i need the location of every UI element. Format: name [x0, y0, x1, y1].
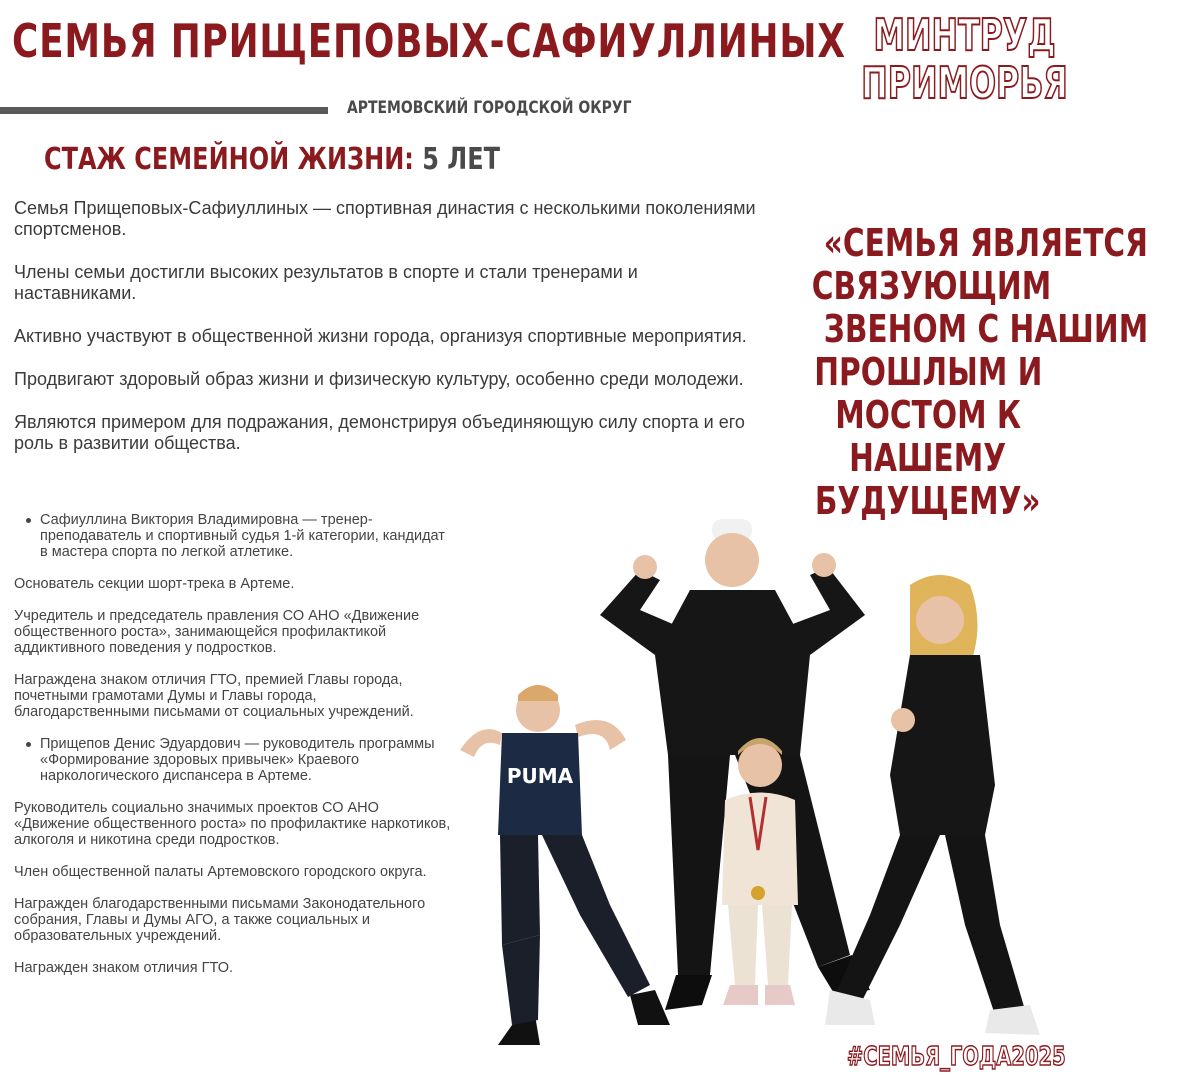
- family-quote: [778, 221, 1149, 523]
- detail-paragraph: Награжден знаком отличия ГТО.: [14, 960, 234, 976]
- marriage-duration-value: 5 ЛЕТ: [422, 142, 501, 177]
- description-paragraph: Члены семьи достигли высоких результатов в спорте и стали тренерами и наставниками.: [14, 262, 638, 303]
- hashtag: #СЕМЬЯ_ГОДА2025: [847, 1042, 1066, 1072]
- logo-line-2: ПРИМОРЬЯ: [861, 58, 1068, 109]
- logo-line-1: МИНТРУД: [873, 10, 1056, 61]
- quote-line: НАШЕМУ: [849, 436, 1007, 480]
- marriage-duration: [44, 142, 500, 177]
- district-label: АРТЕМОВСКИЙ ГОРОДСКОЙ ОКРУГ: [347, 98, 632, 118]
- description-paragraph: Семья Прищеповых-Сафиуллиных — спортивная династия с несколькими поколениями спортсменов.: [14, 198, 756, 239]
- header-divider: [0, 107, 328, 114]
- quote-line: ПРОШЛЫМ И: [813, 350, 1043, 394]
- detail-paragraph: Награждена знаком отличия ГТО, премией Главы города, почетными грамотами Думы и Главы города, благодарственными письмами от социальных учреждений.: [14, 672, 414, 720]
- boy-figure: [460, 685, 670, 1045]
- marriage-duration-label: СТАЖ СЕМЕЙНОЙ ЖИЗНИ:: [44, 142, 414, 177]
- family-photo: [440, 505, 1060, 1065]
- description-paragraph: Активно участвуют в общественной жизни города, организуя спортивные мероприятия.: [14, 326, 747, 346]
- detail-paragraph: Основатель секции шорт-трека в Артеме.: [14, 576, 295, 592]
- quote-line: СВЯЗУЮЩИМ: [811, 264, 1052, 308]
- family-description: [14, 198, 764, 476]
- detail-paragraph: Учредитель и председатель правления СО АНО «Движение общественного роста», занимающейся профилактикой аддиктивного поведения у подростков.: [14, 608, 420, 656]
- description-paragraph: Продвигают здоровый образ жизни и физическую культуру, особенно среди молодежи.: [14, 369, 744, 389]
- ministry-logo: [862, 12, 1068, 108]
- detail-paragraph: Награжден благодарственными письмами Законодательного собрания, Главы и Думы АГО, а также социальных и образовательных учреждений.: [14, 896, 426, 944]
- page-title: СЕМЬЯ ПРИЩЕПОВЫХ-САФИУЛЛИНЫХ: [12, 14, 846, 68]
- quote-line: ЗВЕНОМ С НАШИМ: [823, 307, 1149, 351]
- shirt-brand: PUMA: [506, 764, 574, 788]
- member-bullet: Прищепов Денис Эдуардович — руководитель программы «Формирование здоровых привычек» Краевого наркологического диспансера в Артеме.: [14, 736, 454, 784]
- detail-paragraph: Руководитель социально значимых проектов СО АНО «Движение общественного роста» по профилактике наркотиков, алкоголя и никотина среди подростков.: [14, 800, 451, 848]
- quote-line: МОСТОМ К: [835, 393, 1021, 437]
- description-paragraph: Являются примером для подражания, демонстрируя объединяющую силу спорта и его роль в развитии общества.: [14, 412, 745, 453]
- member-details: [14, 512, 454, 992]
- quote-line: «СЕМЬЯ ЯВЛЯЕТСЯ: [823, 221, 1149, 265]
- woman-figure: [825, 575, 1040, 1035]
- detail-paragraph: Член общественной палаты Артемовского городского округа.: [14, 864, 427, 880]
- member-bullet: Сафиуллина Виктория Владимировна — тренер-преподаватель и спортивный судья 1-й категории, кандидат в мастера спорта по легкой атлетике.: [14, 512, 454, 560]
- quote-line: БУДУЩЕМУ»: [815, 479, 1041, 523]
